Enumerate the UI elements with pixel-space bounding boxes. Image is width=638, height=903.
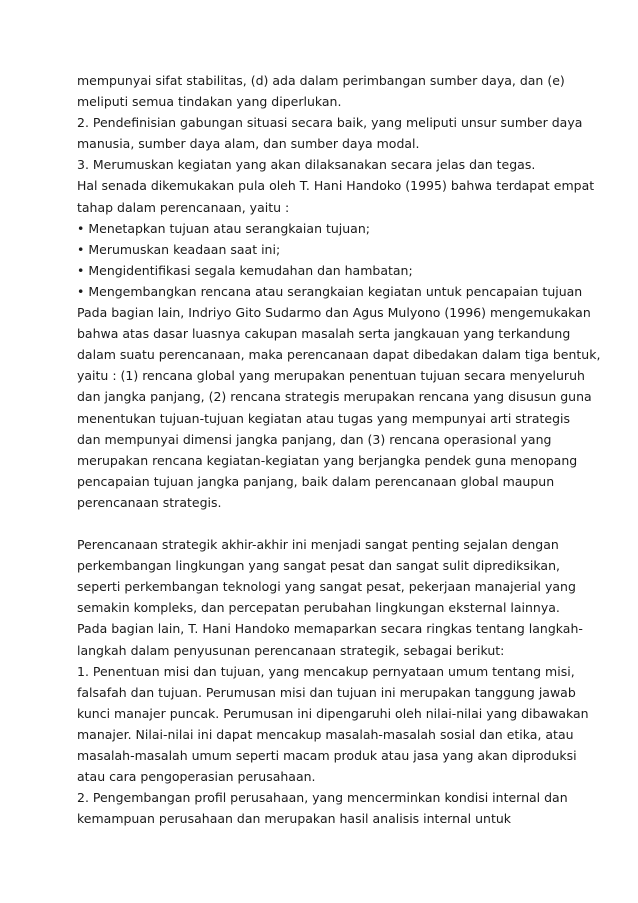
text-line: manajer. Nilai-nilai ini dapat mencakup masalah-masalah sosial dan etika, atau <box>77 726 574 742</box>
text-line: masalah-masalah umum seperti macam produk atau jasa yang akan diproduksi <box>77 748 577 763</box>
text-line: 1. Penentuan misi dan tujuan, yang mencakup pernyataan umum tentang misi, <box>77 663 575 679</box>
bullet-item: • Merumuskan keadaan saat ini; <box>77 241 281 257</box>
text-line: perkembangan lingkungan yang sangat pesat dan sangat sulit diprediksikan, <box>77 558 560 574</box>
document-body <box>77 70 601 829</box>
text-line: 3. Merumuskan kegiatan yang akan dilaksanakan secara jelas dan tegas. <box>77 157 536 173</box>
section-2 <box>77 534 589 829</box>
text-line: menentukan tujuan-tujuan kegiatan atau tugas yang mempunyai arti strategis <box>77 410 570 426</box>
text-line: seperti perkembangan teknologi yang sangat pesat, pekerjaan manajerial yang <box>77 579 576 595</box>
text-line: tahap dalam perencanaan, yaitu : <box>77 199 290 215</box>
text-line: bahwa atas dasar luasnya cakupan masalah serta jangkauan yang terkandung <box>77 326 571 342</box>
text-line: Hal senada dikemukakan pula oleh T. Hani Handoko (1995) bahwa terdapat empat <box>77 178 595 194</box>
paragraph-gap <box>77 513 577 534</box>
text-line: manusia, sumber daya alam, dan sumber daya modal. <box>77 136 420 152</box>
text-line: merupakan rencana kegiatan-kegiatan yang berjangka pendek guna menopang <box>77 452 578 468</box>
text-line: Pada bagian lain, T. Hani Handoko memaparkan secara ringkas tentang langkah- <box>77 621 583 637</box>
text-line: dan mempunyai dimensi jangka panjang, dan (3) rencana operasional yang <box>77 431 552 447</box>
text-line: langkah dalam penyusunan perencanaan strategik, sebagai berikut: <box>77 642 505 658</box>
text-line: perencanaan strategis. <box>77 494 222 510</box>
text-line: dalam suatu perencanaan, maka perencanaan dapat dibedakan dalam tiga bentuk, <box>77 347 601 363</box>
text-line: mempunyai sifat stabilitas, (d) ada dalam perimbangan sumber daya, dan (e) <box>77 73 565 88</box>
section-1 <box>77 70 601 513</box>
text-line: 2. Pengembangan profil perusahaan, yang mencerminkan kondisi internal dan <box>77 790 568 806</box>
bullet-item: • Menetapkan tujuan atau serangkaian tujuan; <box>77 220 370 236</box>
text-line: pencapaian tujuan jangka panjang, baik dalam perencanaan global maupun <box>77 473 555 489</box>
text-line: kunci manajer puncak. Perumusan ini dipengaruhi oleh nilai-nilai yang dibawakan <box>77 705 589 721</box>
bullet-item: • Mengidentifikasi segala kemudahan dan hambatan; <box>77 262 413 278</box>
text-line: yaitu : (1) rencana global yang merupakan penentuan tujuan secara menyeluruh <box>77 368 585 384</box>
text-line: falsafah dan tujuan. Perumusan misi dan tujuan ini merupakan tanggung jawab <box>77 684 576 700</box>
text-line: 2. Pendefinisian gabungan situasi secara baik, yang meliputi unsur sumber daya <box>77 115 583 131</box>
text-line: atau cara pengoperasian perusahaan. <box>77 769 316 785</box>
text-line: Pada bagian lain, Indriyo Gito Sudarmo dan Agus Mulyono (1996) mengemukakan <box>77 305 591 321</box>
text-line: dan jangka panjang, (2) rencana strategis merupakan rencana yang disusun guna <box>77 389 592 405</box>
text-line: Perencanaan strategik akhir-akhir ini menjadi sangat penting sejalan dengan <box>77 537 559 553</box>
text-line: kemampuan perusahaan dan merupakan hasil analisis internal untuk <box>77 811 512 827</box>
bullet-item: • Mengembangkan rencana atau serangkaian kegiatan untuk pencapaian tujuan <box>77 283 583 299</box>
text-line: meliputi semua tindakan yang diperlukan. <box>77 94 342 110</box>
text-line: semakin kompleks, dan percepatan perubahan lingkungan eksternal lainnya. <box>77 600 560 616</box>
